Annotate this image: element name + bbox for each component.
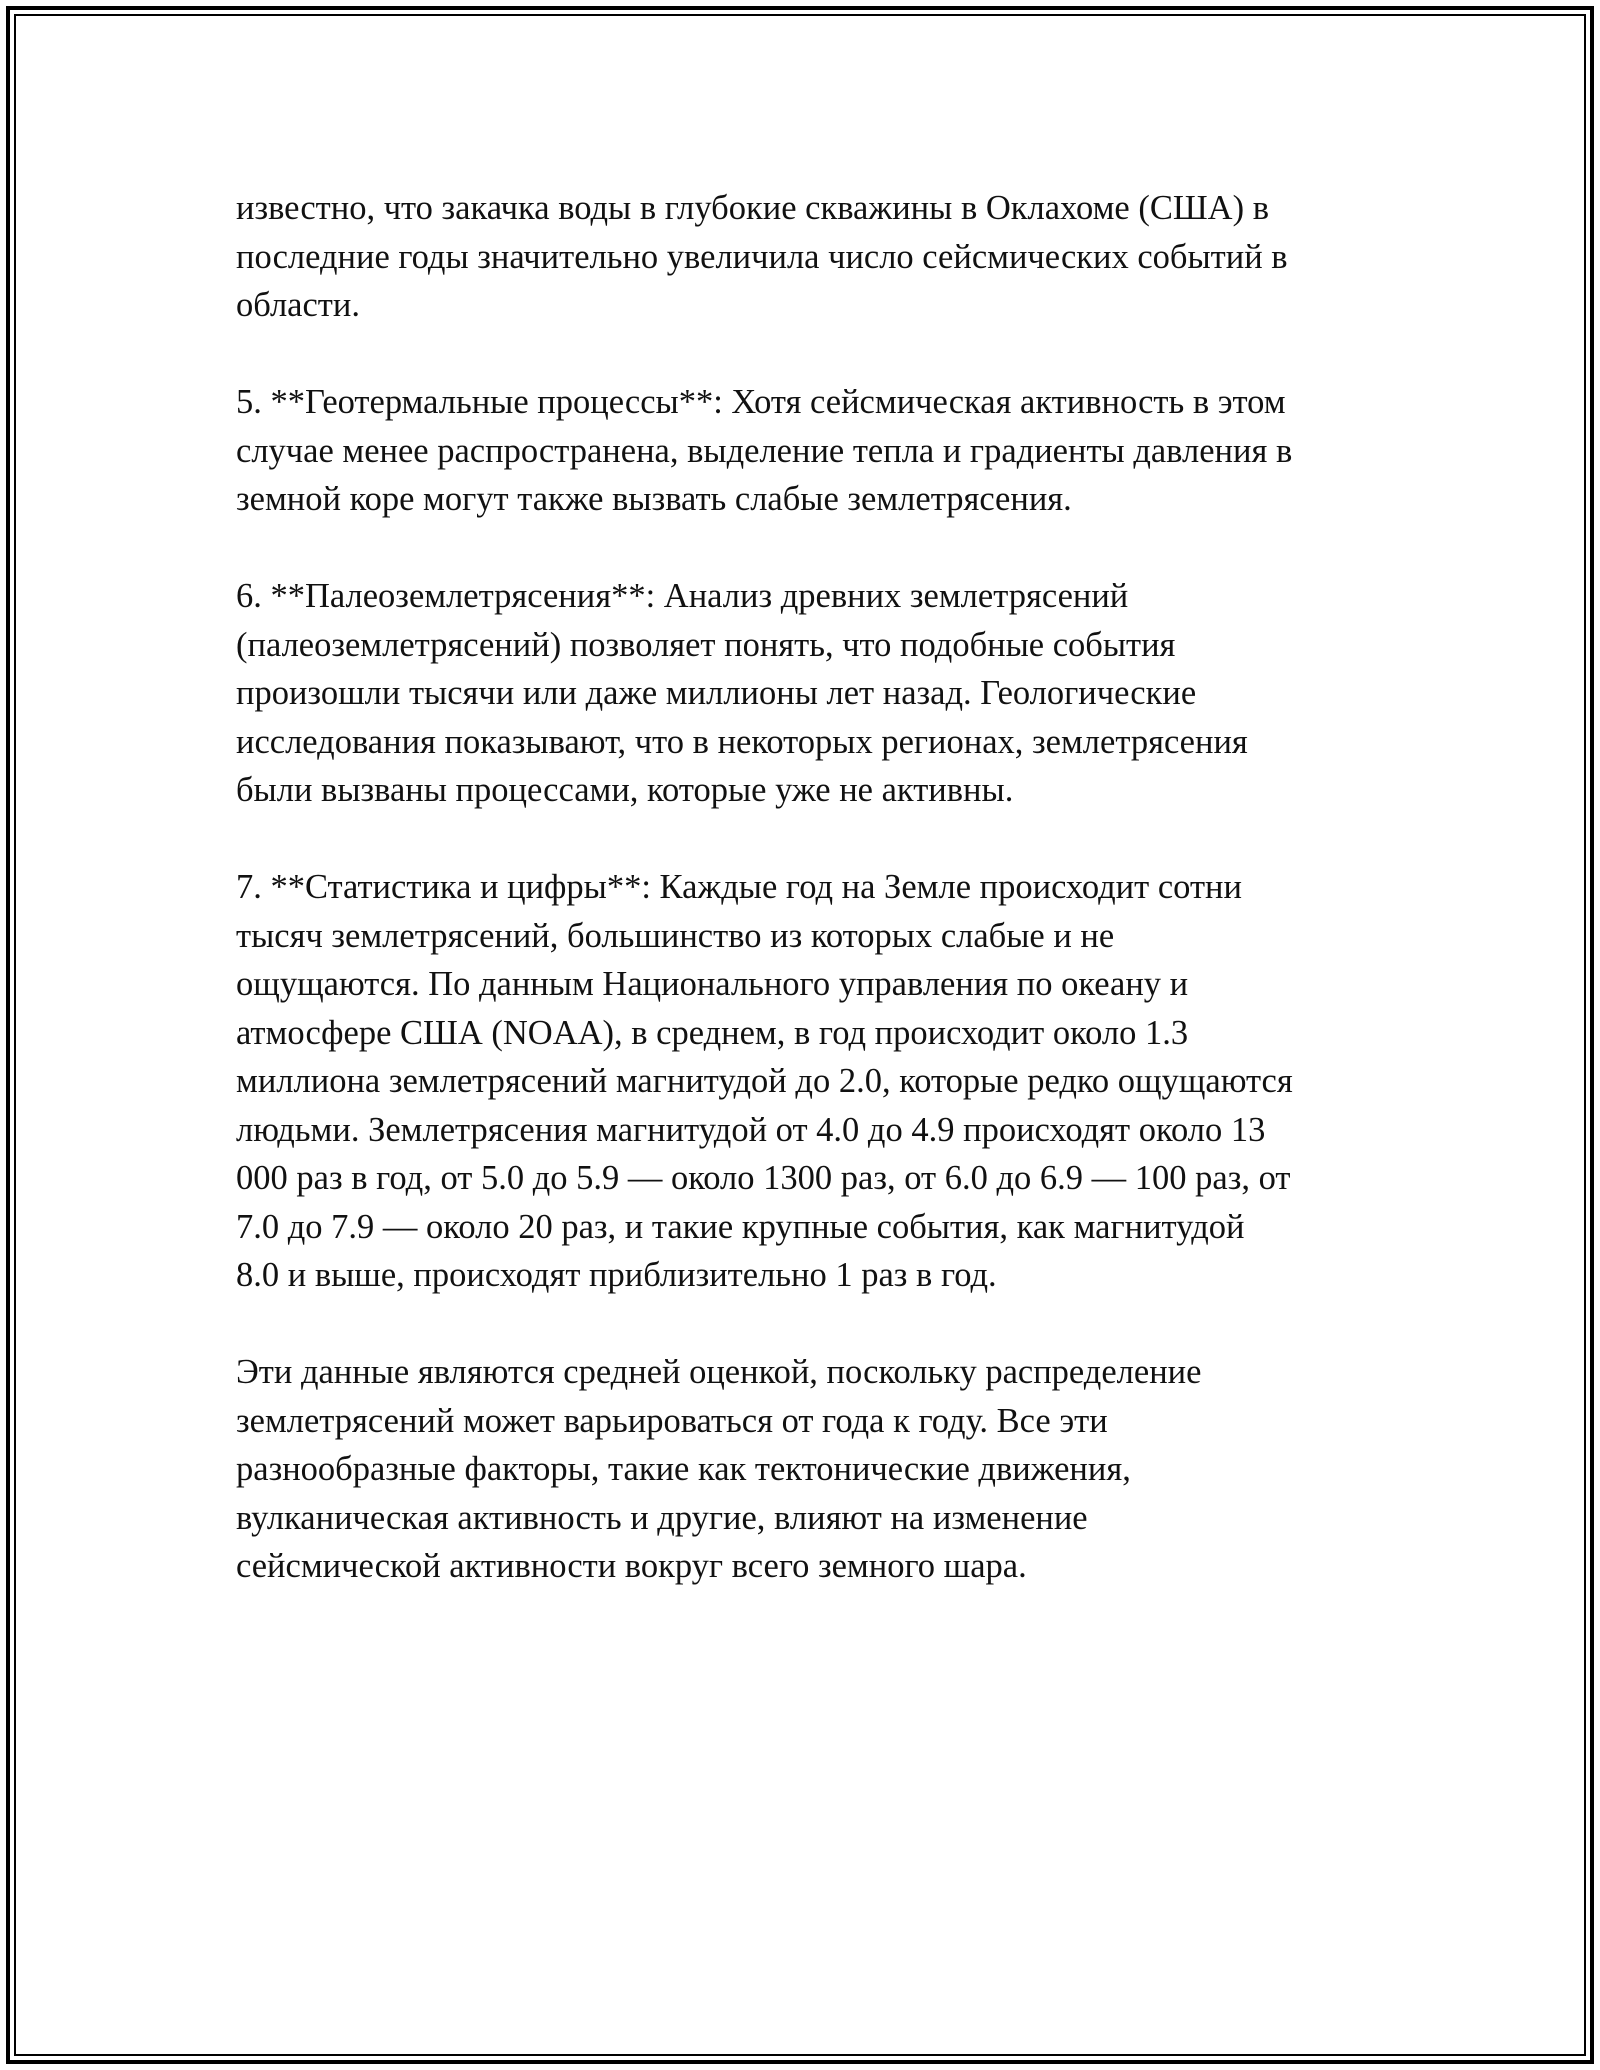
paragraph-water-injection: известно, что закачка воды в глубокие скважины в Оклахоме (США) в последние годы значительно увеличила число сейсмических событий в области. [236, 189, 1288, 324]
paragraph-statistics: 7. **Статистика и цифры**: Каждые год на Земле происходит сотни тысяч землетрясений, большинство из которых слабые и не ощущаются. По данным Национального управления по океану и атмосфере США (NOAA), в среднем, в год происходит около 1.3 миллиона землетрясений магнитудой до 2.0, которые редко ощущаются людьми. Землетрясения магнитудой от 4.0 до 4.9 происходят около 13 000 раз в год, от 5.0 до 5.9 — около 1300 раз, от 6.0 до 6.9 — 100 раз, от 7.0 до 7.9 — около 20 раз, и такие крупные события, как магнитудой 8.0 и выше, происходят приблизительно 1 раз в год. [236, 868, 1293, 1294]
paragraph-paleoearthquakes: 6. **Палеоземлетрясения**: Анализ древних землетрясений (палеоземлетрясений) позволяет понять, что подобные события произошли тысячи или даже миллионы лет назад. Геологические исследования показывают, что в некоторых регионах, землетрясения были вызваны процессами, которые уже не активны. [236, 577, 1248, 809]
paragraph-conclusion: Эти данные являются средней оценкой, поскольку распределение землетрясений может варьироваться от года к году. Все эти разнообразные факторы, такие как тектонические движения, вулканическая активность и другие, влияют на изменение сейсмической активности вокруг всего земного шара. [236, 1353, 1202, 1585]
paragraph-geothermal-processes: 5. **Геотермальные процессы**: Хотя сейсмическая активность в этом случае менее распространена, выделение тепла и градиенты давления в земной коре могут также вызвать слабые землетрясения. [236, 383, 1293, 518]
document-body [236, 184, 1386, 1639]
